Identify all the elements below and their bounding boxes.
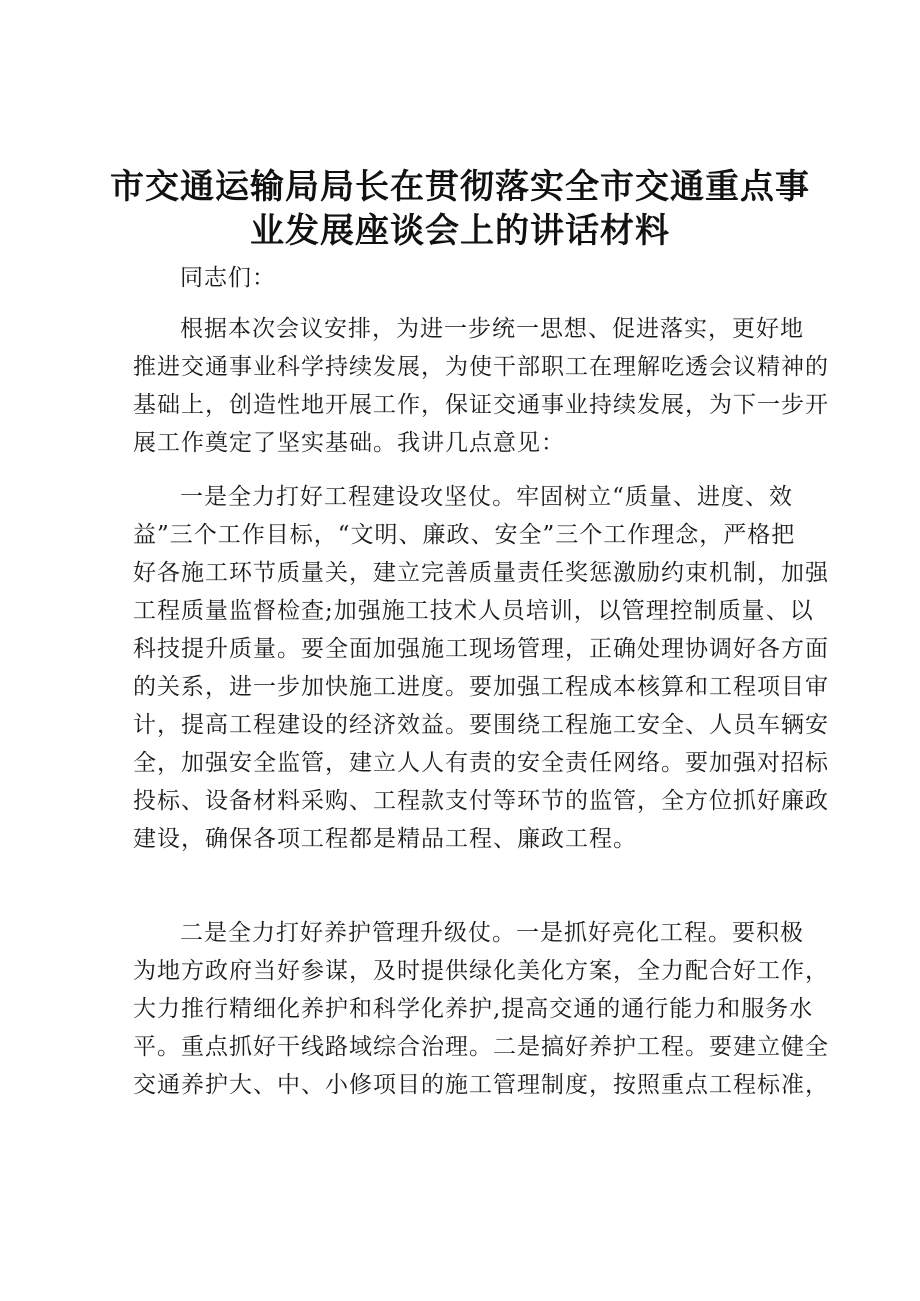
text-line: 推进交通事业科学持续发展，为使干部职工在理解吃透会议精神的 — [133, 354, 829, 380]
text-line: 投标、设备材料采购、工程款支付等环节的监管，全方位抓好廉政 — [133, 788, 829, 814]
text-line: 二是全力打好养护管理升级仗。一是抓好亮化工程。要积极 — [180, 920, 804, 946]
text-line: 的关系，进一步加快施工进度。要加强工程成本核算和工程项目审 — [133, 674, 829, 700]
text-line: 为地方政府当好参谋，及时提供绿化美化方案，全力配合好工作， — [133, 958, 829, 984]
document-title-line-1: 市交通运输局局长在贯彻落实全市交通重点事 — [110, 167, 810, 207]
document-title-line-2: 业发展座谈会上的讲话材料 — [250, 211, 670, 251]
text-line: 展工作奠定了坚实基础。我讲几点意见： — [133, 430, 565, 456]
text-line: 益”三个工作目标，“文明、廉政、安全”三个工作理念，严格把 — [133, 522, 796, 548]
text-line: 交通养护大、中、小修项目的施工管理制度，按照重点工程标准， — [133, 1072, 829, 1098]
text-line: 根据本次会议安排，为进一步统一思想、促进落实，更好地 — [180, 316, 804, 342]
text-line: 一是全力打好工程建设攻坚仗。牢固树立“质量、进度、效 — [180, 484, 793, 510]
salutation: 同志们： — [180, 265, 276, 291]
text-line: 基础上，创造性地开展工作，保证交通事业持续发展，为下一步开 — [133, 392, 829, 418]
text-line: 科技提升质量。要全面加强施工现场管理，正确处理协调好各方面 — [133, 636, 829, 662]
text-line: 平。重点抓好干线路域综合治理。二是搞好养护工程。要建立健全 — [133, 1034, 829, 1060]
text-line: 大力推行精细化养护和科学化养护,提高交通的通行能力和服务水 — [133, 996, 814, 1022]
text-line: 计，提高工程建设的经济效益。要围绕工程施工安全、人员车辆安 — [133, 712, 829, 738]
text-line: 好各施工环节质量关，建立完善质量责任奖惩激励约束机制，加强 — [133, 560, 829, 586]
text-line: 全，加强安全监管，建立人人有责的安全责任网络。要加强对招标 — [133, 750, 829, 776]
text-line: 建设，确保各项工程都是精品工程、廉政工程。 — [133, 826, 637, 852]
text-line: 工程质量监督检查;加强施工技术人员培训，以管理控制质量、以 — [133, 598, 814, 624]
